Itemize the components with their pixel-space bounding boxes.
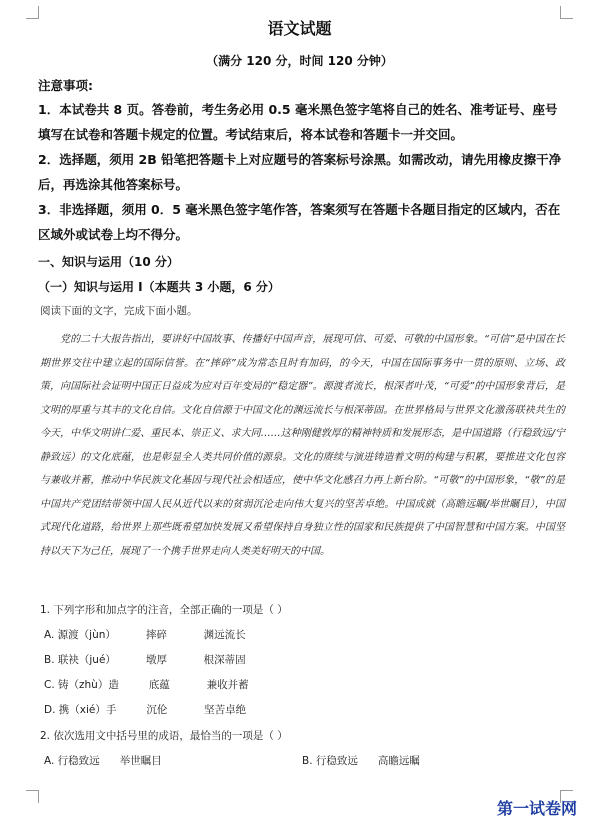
section-heading-1: 一、知识与运用（10 分）: [38, 255, 179, 269]
exam-title: 语文试题: [267, 19, 332, 38]
reading-passage: [40, 328, 565, 563]
watermark-logo: 第一试卷网: [497, 799, 578, 818]
reading-instruction: 阅读下面的文字，完成下面小题。: [40, 305, 198, 317]
crop-mark-bottom-left: [26, 790, 39, 803]
question-1-option-b: B. 联袂（jué） 墩厚 根深蒂固: [44, 654, 246, 666]
question-1-option-d: D. 携（xié）手 沉伦 坚苦卓绝: [44, 704, 247, 716]
notice-heading: 注意事项:: [38, 78, 93, 93]
question-1-option-c: C. 铸（zhù）造 底蕴 兼收并蓄: [44, 679, 249, 691]
exam-subtitle: （满分 120 分，时间 120 分钟）: [206, 54, 393, 68]
question-2-option-a: A. 行稳致远 举世瞩目: [44, 755, 162, 767]
notice-item-2: 2．选择题，须用 2B 铅笔把答题卡上对应题号的答案标号涂黑。如需改动，请先用橡皮擦干净后，再选涂其他答案标号。: [38, 152, 562, 192]
passage-text: 党的二十大报告指出，要讲好中国故事、传播好中国声音，展现可信、可爱、可敬的中国形象。“可信”是中国在长期世界交往中建立起的国际信誉。在“摔碎”成为常态且时有加码，的今天，中国在国际事务中一贯的原则、立场、政策，向国际社会证明中国正日益成为应对百年变局的“稳定器”。源渡者流长，根深者叶茂，“可爱”的中国形象背后，是文明的厚重与其丰的文化自信。文化自信源于中国文化的渊远流长与根深蒂固。在世界格局与世界文化激荡联袂共生的今天，中华文明讲仁爱、重民本、崇正义、求大同……这种刚健敦厚的精神特质和发展形态，是中国道路（行稳致远/宁静致远）的文化底蕴，也是彰显全人类共同价值的源泉。文化的赓续与演进铸造着文明的构建与积累，要推进文化包容与兼收并蓄，推动中华民族文化基因与现代社会相适应，使中华文化感召力再上新台阶。“可敬”的中国形象，“敬”的是中国共产党团结带领中国人民从近代以来的贫弱沉沦走向伟大复兴的坚苦卓绝。中国成就（高瞻远瞩/举世瞩目），中国式现代化道路，给世界上那些既希望加快发展又希望保持自身独立性的国家和民族提供了中国智慧和中国方案。中国坚持以天下为己任，展现了一个携手世界走向人类美好明天的中国。: [40, 334, 565, 557]
notice-item-3: 3．非选择题，须用 0．5 毫米黑色签字笔作答，答案须写在答题卡各题目指定的区域内，否在区域外或试卷上均不得分。: [38, 202, 561, 242]
question-2-option-b: B. 行稳致远 高瞻远瞩: [302, 755, 420, 767]
question-1-stem: 1. 下列字形和加点字的注音，全部正确的一项是（ ）: [40, 604, 288, 616]
question-2-stem: 2. 依次选用文中括号里的成语，最恰当的一项是（ ）: [40, 730, 288, 742]
notice-item-1: 1．本试卷共 8 页。答卷前，考生务必用 0.5 毫米黑色签字笔将自己的姓名、准考证号、座号填写在试卷和答题卡规定的位置。考试结束后，将本试卷和答题卡一并交回。: [38, 102, 558, 142]
question-1-option-a: A. 源渡（jùn） 摔碎 渊远流长: [44, 629, 246, 641]
section-heading-1-1: （一）知识与运用 I（本题共 3 小题，6 分）: [38, 280, 280, 294]
